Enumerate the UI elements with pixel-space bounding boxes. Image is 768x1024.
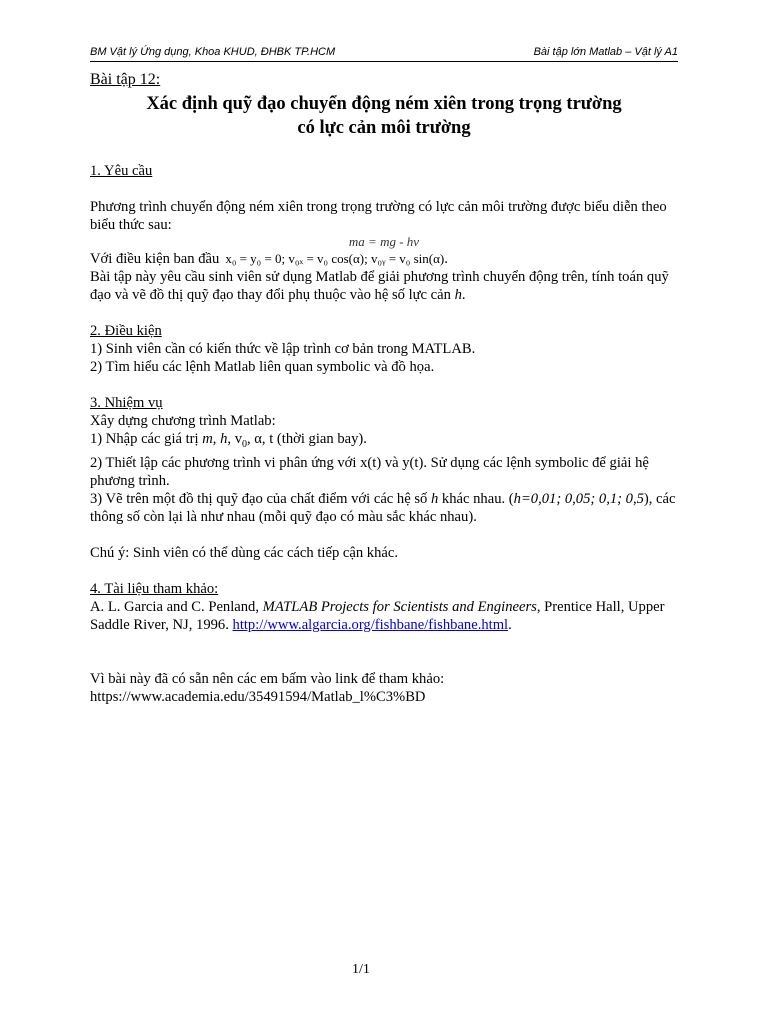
header-left: BM Vật lý Ứng dụng, Khoa KHUD, ĐHBK TP.HCM [90, 46, 336, 58]
section-3-heading: 3. Nhiệm vụ [90, 395, 163, 411]
reference-entry: A. L. Garcia and C. Penland, MATLAB Projects for Scientists and Engineers, Prentice Hall, Upper Saddle River, NJ, 1996. http://www.algarcia.org/fishbane/fishbane.html. [90, 598, 665, 633]
reference-link[interactable]: http://www.algarcia.org/fishbane/fishbane.html [232, 616, 509, 633]
motion-equation: ma = mg - hv [348, 234, 420, 249]
title-line-2: có lực cản môi trường [297, 118, 471, 138]
condition-item-2: 2) Tìm hiểu các lệnh Matlab liên quan symbolic và đồ họa. [90, 359, 435, 375]
reference-title: MATLAB Projects for Scientists and Engineers [262, 598, 537, 615]
note: Chú ý: Sinh viên có thể dùng các cách tiếp cận khác. [90, 544, 398, 561]
page-header [90, 46, 678, 62]
task-item-3: 3) Vẽ trên một đồ thị quỹ đạo của chất điểm với các hệ số h khác nhau. (h=0,01; 0,05; 0,1; 0,5), các thông số còn lại là như nhau (mỗi quỹ đạo có màu sắc khác nhau). [90, 490, 676, 525]
initial-condition-line: Với điều kiện ban đầu x₀ = y₀ = 0; v₀ₓ = v₀ cos(α); v₀ᵧ = v₀ sin(α). [90, 251, 448, 267]
task-description: Bài tập này yêu cầu sinh viên sử dụng Matlab để giải phương trình chuyển động trên, tính toán quỹ đạo và vẽ đồ thị quỹ đạo thay đổi phụ thuộc vào hệ số lực cản h. [90, 269, 669, 303]
section-4-heading: 4. Tài liệu tham khảo: [90, 580, 219, 597]
section-1-heading: 1. Yêu cầu [90, 163, 153, 179]
task-item-1: 1) Nhập các giá trị m, h, $v_0$, α, t (thời gian bay). [90, 431, 367, 450]
initial-condition-label: Với điều kiện ban đầu [90, 251, 220, 267]
page-number: 1/1 [352, 962, 370, 977]
document-body [90, 70, 678, 706]
header-right: Bài tập lớn Matlab – Vật lý A1 [533, 46, 678, 58]
section-2-heading: 2. Điều kiện [90, 323, 162, 339]
extra-note: Vì bài này đã có sẵn nên các em bấm vào link để tham khảo: [90, 670, 445, 687]
exercise-number: Bài tập 12: [90, 71, 161, 88]
section-1-paragraph: Phương trình chuyển động ném xiên trong trọng trường có lực cản môi trường được biểu diễn theo biểu thức sau: [90, 199, 667, 233]
condition-item-1: 1) Sinh viên cần có kiến thức về lập trình cơ bản trong MATLAB. [90, 341, 476, 357]
task-intro: Xây dựng chương trình Matlab: [90, 413, 276, 429]
initial-condition-equation: x₀ = y₀ = 0; v₀ₓ = v₀ cos(α); v₀ᵧ = v₀ sin(α) [225, 251, 445, 266]
task-item-2: 2) Thiết lập các phương trình vi phân ứng với x(t) và y(t). Sử dụng các lệnh symbolic để giải hệ phương trình. [90, 454, 649, 489]
extra-url: https://www.academia.edu/35491594/Matlab_l%C3%BD [90, 688, 426, 705]
title-line-1: Xác định quỹ đạo chuyển động ném xiên trong trọng trường [146, 94, 622, 114]
exercise-title [90, 92, 678, 140]
